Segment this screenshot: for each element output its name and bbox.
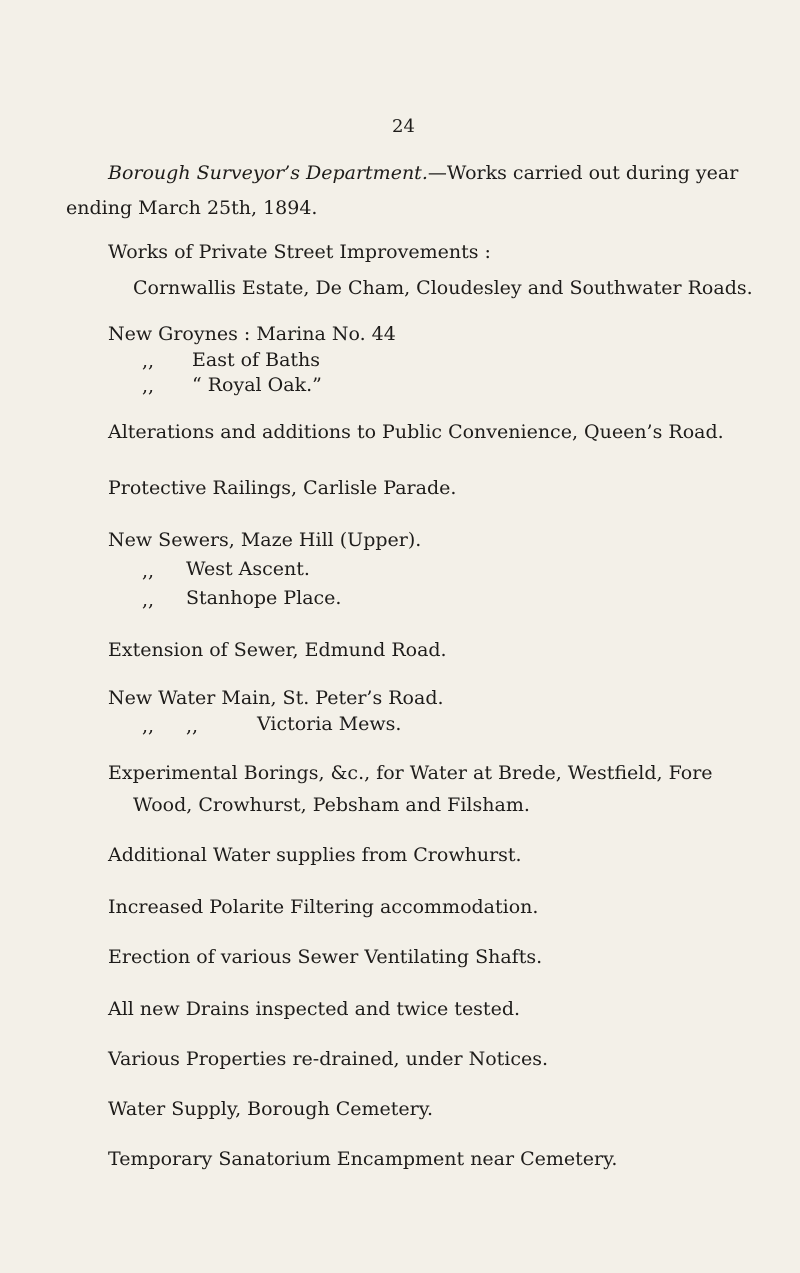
ditto-mark: ,,: [142, 375, 155, 397]
borings-line-2: Wood, Crowhurst, Pebsham and Filsham.: [133, 794, 530, 816]
extension-item: Extension of Sewer, Edmund Road.: [108, 639, 447, 661]
sewers-line-1: New Sewers, Maze Hill (Upper).: [108, 529, 422, 551]
intro-line-1: [108, 164, 738, 183]
water-main-line-1: New Water Main, St. Peter’s Road.: [108, 687, 444, 709]
page-number: 24: [392, 116, 415, 137]
borings-line-1: Experimental Borings, &c., for Water at Brede, Westfield, Fore: [108, 762, 713, 784]
drains-item: All new Drains inspected and twice tested.: [108, 998, 521, 1020]
intro-line-2: ending March 25th, 1894.: [66, 197, 318, 219]
cemetery-water-item: Water Supply, Borough Cemetery.: [108, 1098, 434, 1120]
private-streets-heading: Works of Private Street Improvements :: [108, 241, 491, 263]
department-title: Borough Surveyor’s Department.: [108, 162, 428, 184]
groynes-line-1: New Groynes : Marina No. 44: [108, 323, 396, 345]
polarite-item: Increased Polarite Filtering accommodation.: [108, 896, 539, 918]
intro-text: —Works carried out during year: [427, 162, 739, 184]
ditto-mark: ,,: [142, 350, 155, 372]
groynes-line-3: “ Royal Oak.”: [192, 374, 322, 396]
alterations-item: Alterations and additions to Public Convenience, Queen’s Road.: [108, 421, 724, 443]
shafts-item: Erection of various Sewer Ventilating Shafts.: [108, 946, 543, 968]
sewers-line-3: Stanhope Place.: [186, 587, 342, 609]
sewers-line-2: West Ascent.: [186, 558, 310, 580]
ditto-mark: ,,: [142, 560, 155, 582]
groynes-line-2: East of Baths: [192, 349, 321, 371]
ditto-mark: ,,: [142, 715, 155, 737]
ditto-mark: ,,: [142, 589, 155, 611]
ditto-mark: ,,: [186, 715, 199, 737]
private-streets-detail: Cornwallis Estate, De Cham, Cloudesley and Southwater Roads.: [133, 277, 753, 299]
railings-item: Protective Railings, Carlisle Parade.: [108, 477, 457, 499]
sanatorium-item: Temporary Sanatorium Encampment near Cemetery.: [108, 1148, 618, 1170]
water-main-line-2: Victoria Mews.: [257, 713, 402, 735]
properties-item: Various Properties re-drained, under Notices.: [108, 1048, 549, 1070]
additional-water-item: Additional Water supplies from Crowhurst.: [108, 844, 522, 866]
